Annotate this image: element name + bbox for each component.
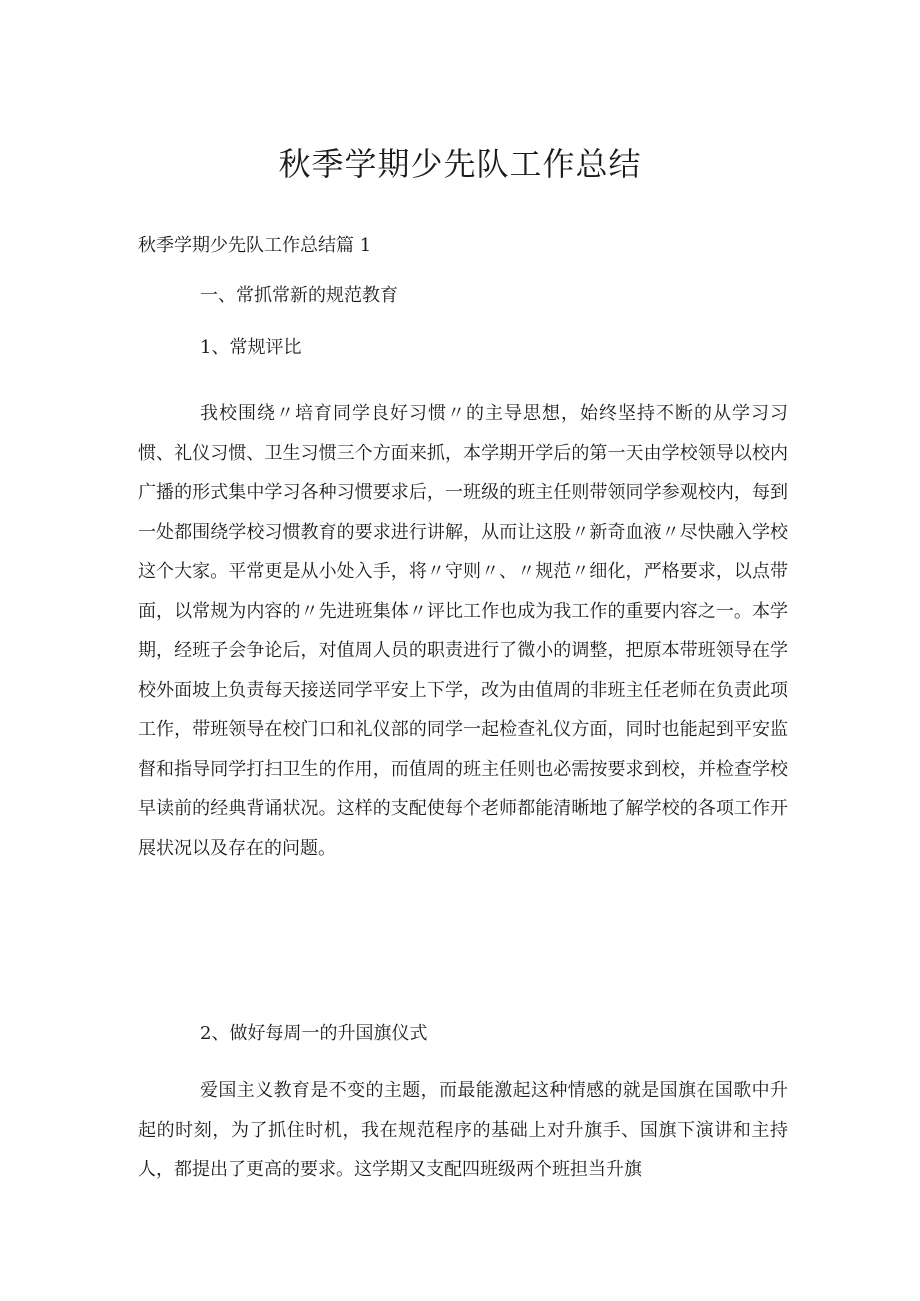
document-title: 秋季学期少先队工作总结: [278, 145, 642, 183]
section-heading: 一、常抓常新的规范教育: [200, 285, 398, 306]
item2-heading: 2、做好每周一的升国旗仪式: [200, 1023, 428, 1044]
item2-paragraph: 爱国主义教育是不变的主题，而最能激起这种情感的就是国旗在国歌中升起的时刻，为了抓住时机，我在规范程序的基础上对升旗手、国旗下演讲和主持人，都提出了更高的要求。这学期又支配四班级两个班担当升旗: [138, 1080, 788, 1180]
item1-heading: 1、常规评比: [200, 337, 302, 358]
item1-paragraph: 我校围绕〃培育同学良好习惯〃的主导思想，始终坚持不断的从学习习惯、礼仪习惯、卫生习惯三个方面来抓，本学期开学后的第一天由学校领导以校内广播的形式集中学习各种习惯要求后，一班级的班主任则带领同学参观校内，每到一处都围绕学校习惯教育的要求进行讲解，从而让这股〃新奇血液〃尽快融入学校这个大家。平常更是从小处入手，将〃守则〃、〃规范〃细化，严格要求，以点带面，以常规为内容的〃先进班集体〃评比工作也成为我工作的重要内容之一。本学期，经班子会争论后，对值周人员的职责进行了微小的调整，把原本带班领导在学校外面坡上负责每天接送同学平安上下学，改为由值周的非班主任老师在负责此项工作，带班领导在校门口和礼仪部的同学一起检查礼仪方面，同时也能起到平安监督和指导同学打扫卫生的作用，而值周的班主任则也必需按要求到校，并检查学校早读前的经典背诵状况。这样的支配使每个老师都能清晰地了解学校的各项工作开展状况以及存在的问题。: [138, 403, 788, 859]
document-subtitle: 秋季学期少先队工作总结篇 1: [138, 235, 372, 256]
